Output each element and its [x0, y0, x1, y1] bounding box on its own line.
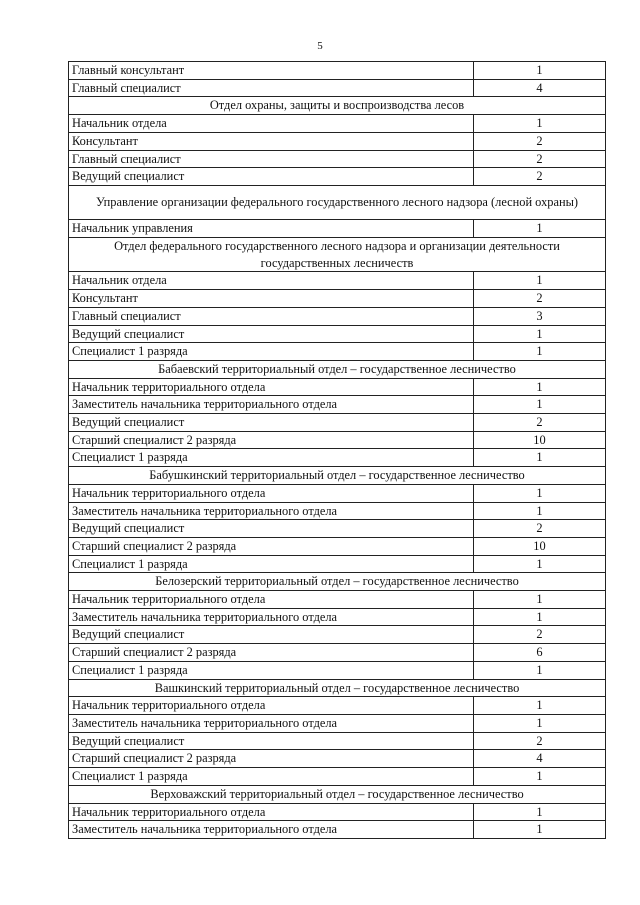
position-count: 2 [474, 168, 606, 186]
position-title: Главный специалист [69, 150, 474, 168]
position-count: 1 [474, 449, 606, 467]
position-row [69, 626, 606, 644]
position-title: Заместитель начальника территориального отдела [69, 715, 474, 733]
section-title: Вашкинский территориальный отдел – государственное лесничество [69, 679, 606, 697]
position-row [69, 484, 606, 502]
position-count: 1 [474, 768, 606, 786]
section-title: Управление организации федерального государственного лесного надзора (лесной охраны) [69, 185, 606, 219]
position-title: Заместитель начальника территориального отдела [69, 502, 474, 520]
position-title: Начальник территориального отдела [69, 803, 474, 821]
staff-table-body [69, 62, 606, 839]
position-title: Начальник отдела [69, 115, 474, 133]
position-row [69, 307, 606, 325]
position-count: 1 [474, 115, 606, 133]
position-count: 10 [474, 537, 606, 555]
position-count: 1 [474, 608, 606, 626]
position-count: 1 [474, 502, 606, 520]
position-title: Начальник территориального отдела [69, 378, 474, 396]
position-count: 1 [474, 555, 606, 573]
section-header-row [69, 185, 606, 219]
page-number: 5 [317, 40, 323, 52]
position-row [69, 520, 606, 538]
position-count: 2 [474, 626, 606, 644]
position-title: Старший специалист 2 разряда [69, 537, 474, 555]
position-title: Консультант [69, 132, 474, 150]
position-title: Заместитель начальника территориального отдела [69, 821, 474, 839]
position-count: 1 [474, 272, 606, 290]
position-row [69, 502, 606, 520]
position-row [69, 62, 606, 80]
position-title: Начальник территориального отдела [69, 591, 474, 609]
position-row [69, 150, 606, 168]
position-row [69, 378, 606, 396]
position-count: 1 [474, 62, 606, 80]
position-title: Специалист 1 разряда [69, 661, 474, 679]
position-count: 1 [474, 396, 606, 414]
position-title: Специалист 1 разряда [69, 449, 474, 467]
position-count: 1 [474, 715, 606, 733]
section-header-row [69, 573, 606, 591]
section-title: Бабаевский территориальный отдел – государственное лесничество [69, 360, 606, 378]
position-count: 2 [474, 414, 606, 432]
position-title: Старший специалист 2 разряда [69, 644, 474, 662]
position-row [69, 79, 606, 97]
position-count: 1 [474, 325, 606, 343]
position-row [69, 661, 606, 679]
position-title: Ведущий специалист [69, 732, 474, 750]
position-count: 2 [474, 132, 606, 150]
position-title: Начальник управления [69, 220, 474, 238]
position-row [69, 325, 606, 343]
position-row [69, 537, 606, 555]
position-row [69, 290, 606, 308]
position-title: Заместитель начальника территориального отдела [69, 608, 474, 626]
section-header-row [69, 679, 606, 697]
position-row [69, 732, 606, 750]
position-row [69, 115, 606, 133]
position-row [69, 803, 606, 821]
staff-table [68, 61, 606, 839]
position-row [69, 591, 606, 609]
position-count: 4 [474, 79, 606, 97]
position-row [69, 220, 606, 238]
position-title: Начальник территориального отдела [69, 697, 474, 715]
position-row [69, 697, 606, 715]
section-header-row [69, 467, 606, 485]
position-title: Старший специалист 2 разряда [69, 431, 474, 449]
position-count: 2 [474, 150, 606, 168]
position-count: 10 [474, 431, 606, 449]
section-header-row [69, 785, 606, 803]
section-title: Верховажский территориальный отдел – государственное лесничество [69, 785, 606, 803]
position-count: 1 [474, 220, 606, 238]
section-title: Бабушкинский территориальный отдел – государственное лесничество [69, 467, 606, 485]
position-row [69, 168, 606, 186]
section-header-row [69, 238, 606, 272]
position-title: Ведущий специалист [69, 414, 474, 432]
position-row [69, 449, 606, 467]
position-row [69, 768, 606, 786]
position-row [69, 555, 606, 573]
position-row [69, 396, 606, 414]
position-title: Ведущий специалист [69, 325, 474, 343]
position-title: Специалист 1 разряда [69, 768, 474, 786]
section-title: Отдел федерального государственного лесного надзора и организации деятельности государственных лесничеств [69, 238, 606, 272]
position-count: 1 [474, 697, 606, 715]
position-row [69, 715, 606, 733]
position-title: Заместитель начальника территориального отдела [69, 396, 474, 414]
position-row [69, 608, 606, 626]
position-title: Консультант [69, 290, 474, 308]
position-title: Ведущий специалист [69, 168, 474, 186]
position-title: Специалист 1 разряда [69, 555, 474, 573]
position-row [69, 644, 606, 662]
position-row [69, 431, 606, 449]
position-row [69, 132, 606, 150]
position-count: 1 [474, 661, 606, 679]
position-count: 1 [474, 343, 606, 361]
position-row [69, 343, 606, 361]
position-title: Начальник территориального отдела [69, 484, 474, 502]
section-title: Белозерский территориальный отдел – государственное лесничество [69, 573, 606, 591]
section-header-row [69, 360, 606, 378]
position-count: 4 [474, 750, 606, 768]
position-count: 1 [474, 378, 606, 396]
position-row [69, 272, 606, 290]
position-title: Ведущий специалист [69, 626, 474, 644]
position-count: 2 [474, 290, 606, 308]
position-count: 1 [474, 803, 606, 821]
position-title: Старший специалист 2 разряда [69, 750, 474, 768]
position-row [69, 821, 606, 839]
position-title: Главный специалист [69, 307, 474, 325]
position-title: Главный специалист [69, 79, 474, 97]
position-count: 2 [474, 732, 606, 750]
position-title: Ведущий специалист [69, 520, 474, 538]
position-count: 1 [474, 484, 606, 502]
section-title: Отдел охраны, защиты и воспроизводства лесов [69, 97, 606, 115]
position-count: 1 [474, 591, 606, 609]
position-row [69, 414, 606, 432]
position-count: 3 [474, 307, 606, 325]
position-title: Главный консультант [69, 62, 474, 80]
section-header-row [69, 97, 606, 115]
position-count: 2 [474, 520, 606, 538]
position-title: Начальник отдела [69, 272, 474, 290]
position-count: 1 [474, 821, 606, 839]
position-title: Специалист 1 разряда [69, 343, 474, 361]
position-count: 6 [474, 644, 606, 662]
position-row [69, 750, 606, 768]
